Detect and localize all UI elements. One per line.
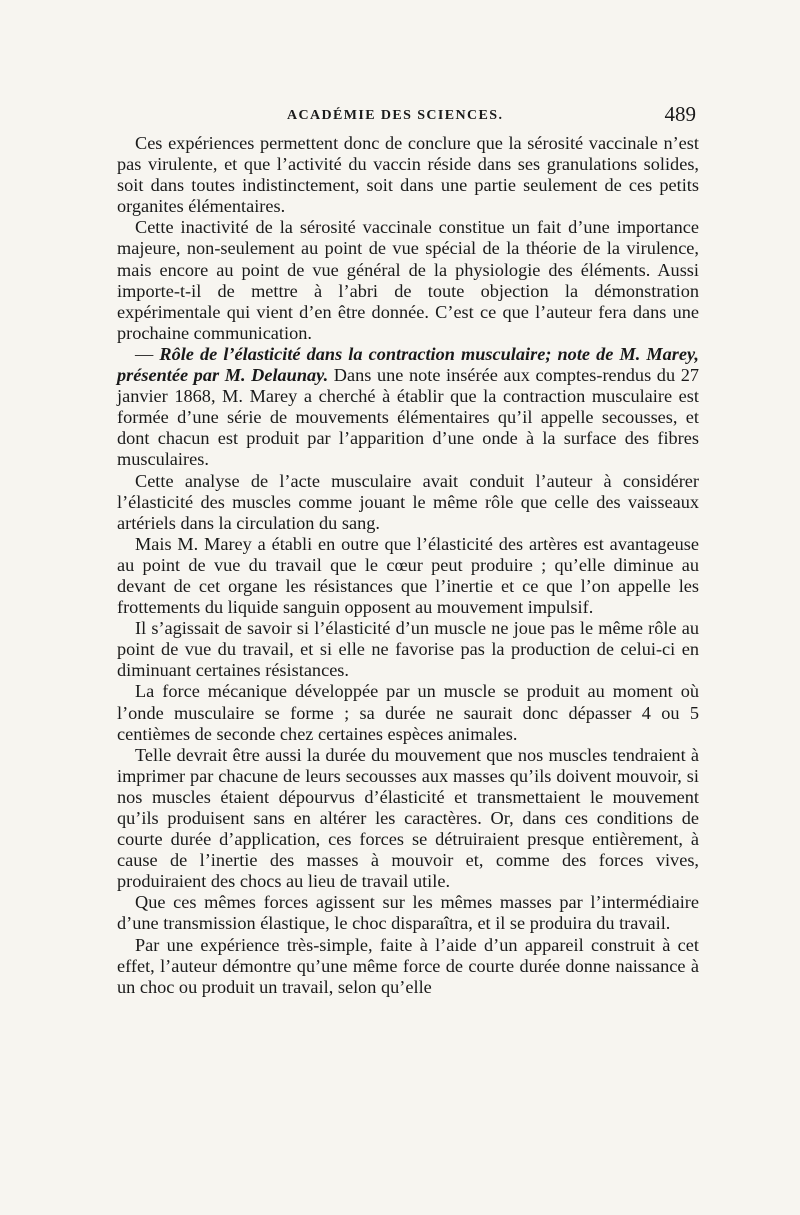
paragraph: Par une expérience très-simple, faite à l’aide d’un appareil construit à cet effet, l’auteur démontre qu’une même force de courte durée donne naissance à un choc ou produit un travail, selon qu’elle	[117, 934, 699, 997]
paragraph: Il s’agissait de savoir si l’élasticité d’un muscle ne joue pas le même rôle au point de vue du travail, et si elle ne favorise pas la production de celui-ci en diminuant certaines résistances.	[117, 618, 699, 681]
paragraph: Mais M. Marey a établi en outre que l’élasticité des artères est avantageuse au point de vue du travail que le cœur peut produire ; qu’elle diminue au devant de cet organe les résistances que l’inertie et ce que l’on appelle les frottements du liquide sanguin opposent au mouvement impulsif.	[117, 533, 699, 618]
running-head	[117, 102, 699, 130]
paragraph: La force mécanique développée par un muscle se produit au moment où l’onde musculaire se forme ; sa durée ne saurait donc dépasser 4 ou 5 centièmes de seconde chez certaines espèces animales.	[117, 681, 699, 744]
paragraph: Que ces mêmes forces agissent sur les mêmes masses par l’intermédiaire d’une transmission élastique, le choc disparaîtra, et il se produira du travail.	[117, 892, 699, 934]
paragraph	[117, 344, 699, 471]
note-title: Rôle de l’élasticité dans la contraction musculaire; note de M. Marey, présentée par M. Delaunay.	[117, 343, 700, 386]
paragraph: Ces expériences permettent donc de conclure que la sérosité vaccinale n’est pas virulente, et que l’activité du vaccin réside dans ses granulations solides, soit dans toutes indistinctement, soit dans une partie seulement de ces petits organites élémentaires.	[117, 133, 699, 217]
paragraph-text: Dans une note insérée aux comptes-rendus du 27 janvier 1868, M. Marey a cherché à établir que la contraction musculaire est formée d’une série de mouvements élémentaires qu’il appelle secousses, et dont chacun est produit par l’apparition d’une onde à la surface des fibres musculaires.	[117, 365, 699, 470]
document-page	[117, 92, 699, 1192]
running-title: ACADÉMIE DES SCIENCES.	[287, 108, 504, 123]
body-text	[117, 133, 699, 998]
page-number: 489	[664, 102, 696, 126]
paragraph: Cette analyse de l’acte musculaire avait conduit l’auteur à considérer l’élasticité des muscles comme jouant le même rôle que celle des vaisseaux artériels dans la circulation du sang.	[117, 470, 699, 533]
paragraph: Telle devrait être aussi la durée du mouvement que nos muscles tendraient à imprimer par chacune de leurs secousses aux masses qu’ils doivent mouvoir, si nos muscles étaient dépourvus d’élasticité et transmettaient le mouvement qu’ils produisent sans en altérer les caractères. Or, dans ces conditions de courte durée d’application, ces forces se détruiraient presque entièrement, à cause de l’inertie des masses à mouvoir et, comme des forces vives, produiraient des chocs au lieu de travail utile.	[117, 744, 699, 892]
paragraph: Cette inactivité de la sérosité vaccinale constitue un fait d’une importance majeure, non-seulement au point de vue spécial de la théorie de la virulence, mais encore au point de vue général de la physiologie des éléments. Aussi importe-t-il de mettre à l’abri de toute objection la démonstration expérimentale qui vient d’en être donnée. C’est ce que l’auteur fera dans une prochaine communication.	[117, 217, 699, 343]
paragraph-dash: —	[135, 343, 160, 364]
